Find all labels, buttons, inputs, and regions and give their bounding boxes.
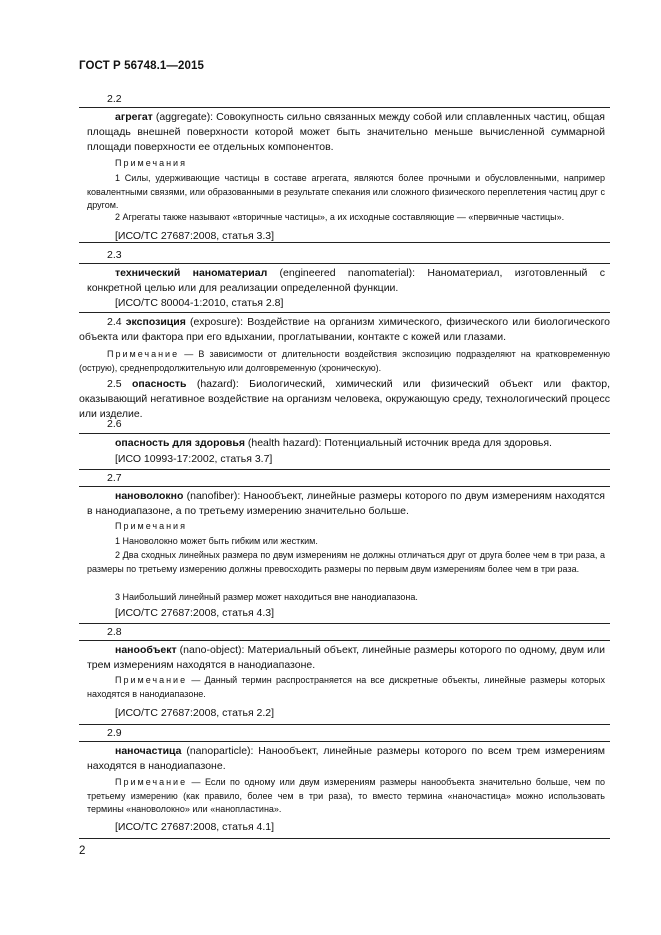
- term-definition: нановолокно (nanofiber): Нанообъект, линейные размеры которого по двум измерениям находятся в нанодиапазоне, а по третьему измерению значительно больше.: [87, 490, 605, 517]
- term: технический наноматериал: [115, 267, 268, 279]
- entry-number: 2.7: [107, 472, 122, 484]
- note-text: 2 Агрегаты также называют «вторичные частицы», а их исходные составляющие — «первичные частицы».: [115, 212, 565, 222]
- term-definition: агрегат (aggregate): Совокупность сильно связанных между собой или сплавленных частиц, общая площадь внешней поверхности которой может быть значительно меньше вычисленной суммарной площади поверхности ее отдельных компонентов.: [87, 111, 605, 153]
- term: опасность: [131, 378, 187, 390]
- source-reference: [ИСО/ТС 27687:2008, статья 4.1]: [115, 821, 275, 833]
- entry-number: 2.8: [107, 626, 122, 638]
- entry-number: 2.9: [107, 727, 122, 739]
- term: нановолокно: [115, 490, 184, 502]
- term: наночастица: [115, 745, 182, 757]
- document-header: ГОСТ Р 56748.1—2015: [79, 60, 204, 72]
- term-definition: опасность для здоровья (health hazard): Потенциальный источник вреда для здоровья.: [115, 437, 552, 449]
- term-definition: 2.5 опасность (hazard): Биологический, химический или физический объект или фактор, оказывающий негативное воздействие на организм человека, окружающую среду, технологический процесс или изделие.: [79, 378, 610, 420]
- entry-number: 2.2: [107, 93, 122, 105]
- term-definition: нанообъект (nano-object): Материальный объект, линейные размеры которого по одному, двум или трем измерениям находятся в нанодиапазоне.: [87, 644, 605, 671]
- notes-heading: Примечания: [115, 158, 187, 168]
- source-reference: [ИСО/ТС 27687:2008, статья 2.2]: [115, 707, 275, 719]
- note-text: 2 Два сходных линейных размера по двум измерениям не должны отличаться друг от друга более чем в три раза, а размеры по третьему измерению должны превосходить размеры по первым двум измерениям более чем в три раза.: [87, 550, 605, 574]
- page-number: 2: [79, 845, 86, 857]
- note-text: 3 Наибольший линейный размер может находиться вне нанодиапазона.: [115, 592, 418, 602]
- note-text: Примечание — Данный термин распространяется на все дискретные объекты, линейные размеры которых находятся в нанодиапазоне.: [87, 675, 605, 699]
- source-reference: [ИСО/ТС 27687:2008, статья 4.3]: [115, 607, 275, 619]
- note-text: 1 Силы, удерживающие частицы в составе агрегата, являются более прочными и обусловленными, например ковалентными связями, или образованными в результате спекания или сложного физического переплетения частиц друг с другом.: [87, 173, 605, 210]
- term: экспозиция: [125, 316, 186, 328]
- term: опасность для здоровья: [115, 437, 245, 449]
- entry-number: 2.3: [107, 249, 122, 261]
- term-definition: 2.4 экспозиция (exposure): Воздействие на организм химического, физического или биологического объекта или фактора при его вдыхании, проглатывании, контакте с кожей или глазами.: [79, 316, 611, 343]
- note-text: 1 Нановолокно может быть гибким или жестким.: [115, 536, 318, 546]
- notes-heading: Примечания: [115, 521, 187, 531]
- entry-number: 2.6: [107, 418, 122, 430]
- term: нанообъект: [115, 644, 177, 656]
- source-reference: [ИСО/ТС 27687:2008, статья 3.3]: [115, 230, 275, 242]
- term-definition: технический наноматериал (engineered nanomaterial): Наноматериал, изготовленный с конкретной целью или для реализации определенной функции.: [87, 267, 605, 294]
- term-definition: наночастица (nanoparticle): Нанообъект, линейные размеры которого по всем трем измерениям находятся в нанодиапазоне.: [87, 745, 605, 772]
- source-reference: [ИСО 10993-17:2002, статья 3.7]: [115, 453, 273, 465]
- term: агрегат: [115, 111, 153, 123]
- source-reference: [ИСО/ТС 80004-1:2010, статья 2.8]: [115, 297, 284, 309]
- note-text: Примечание — В зависимости от длительности воздействия экспозицию подразделяют на кратковременную (острую), среднепродолжительную или долговременную (хроническую).: [79, 349, 610, 373]
- note-text: Примечание — Если по одному или двум измерениям размеры нанообъекта значительно больше, чем по третьему измерению (как правило, более чем в три раза), то вместо термина «наночастица» можно использовать термины «нановолокно» или «нанопластина».: [87, 777, 605, 814]
